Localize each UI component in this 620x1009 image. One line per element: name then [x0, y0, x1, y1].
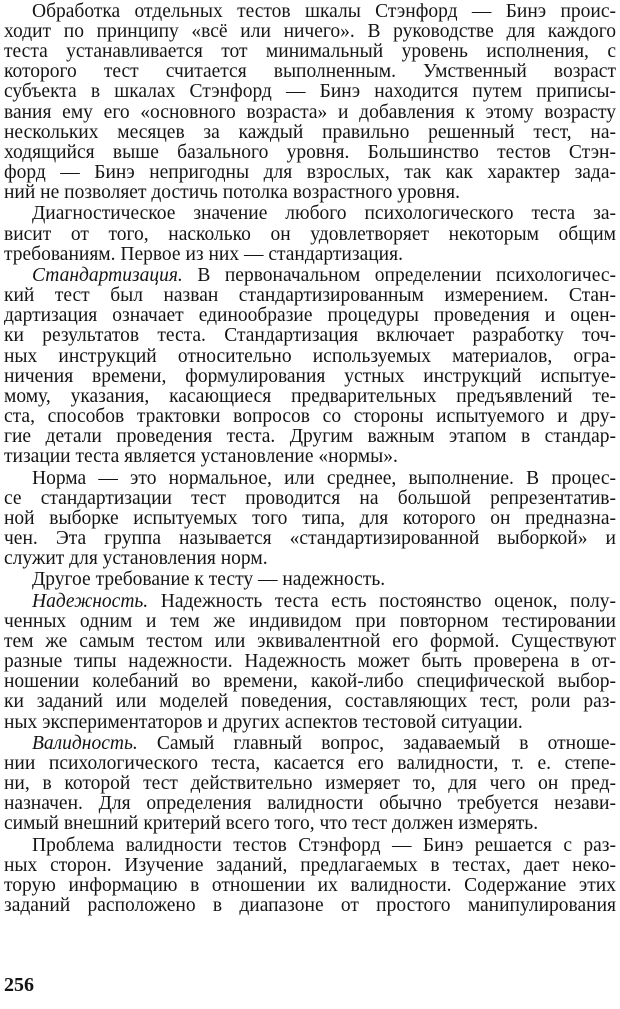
text-line: ных экспериментаторов и других аспектов тестовой ситуации.	[4, 711, 523, 733]
text-line: теста устанавливается тот минимальный уровень исполнения, с	[4, 41, 616, 63]
text-line: разные типы надежности. Надежность может быть проверена в от-	[4, 651, 616, 673]
text-line: ничения времени, формулирования устных инструкций испытуе-	[4, 365, 616, 387]
text-line: Другое требование к тесту — надежность.	[32, 569, 386, 591]
text-line: дартизация означает единообразие процедуры проведения и оцен-	[4, 305, 616, 327]
text-line: ни, в которой тест действительно измеряет то, для чего он пред-	[4, 773, 616, 795]
text-line: ной выборке испытуемых того типа, для которого он предназна-	[4, 507, 616, 529]
text-line: которого тест считается выполненным. Умственный возраст	[4, 61, 616, 83]
section-term: Надежность.	[32, 590, 149, 612]
text-line: кий тест был назван стандартизированным измерением. Стан-	[4, 285, 616, 307]
text-line: ченных одним и тем же индивидом при повторном тестировании	[4, 611, 616, 632]
page-number: 256	[4, 974, 34, 996]
text-line: Проблема валидности тестов Стэнфорд — Бинэ решается с раз-	[32, 834, 616, 856]
text-line: тем же самым тестом или эквивалентной его формой. Существуют	[4, 631, 616, 653]
text-line: ходит по принципу «всё или ничего». В руководстве для каждого	[4, 21, 616, 43]
text-line: ста, способов трактовки вопросов со стороны испытуемого и дру-	[4, 405, 616, 427]
text-line: тизации теста является установление «нормы».	[4, 446, 398, 467]
book-page	[4, 0, 616, 1009]
text-line: заданий расположено в диапазоне от простого манипулирования	[4, 895, 616, 917]
text-line: висит от того, насколько он удовлетворяет некоторым общим	[4, 223, 616, 245]
text-line: Обработка отдельных тестов шкалы Стэнфорд — Бинэ проис-	[32, 1, 616, 22]
text-line: требованиям. Первое из них — стандартизация.	[4, 243, 403, 265]
text-line	[4, 592, 616, 612]
text-line: ний не позволяет достичь потолка возрастного уровня.	[4, 181, 460, 203]
text-line: Диагностическое значение любого психологического теста за-	[32, 203, 616, 225]
text-line: ных сторон. Изучение заданий, предлагаемых в тестах, дает неко-	[4, 855, 616, 876]
text-line: форд — Бинэ непригодны для взрослых, так как характер зада-	[4, 161, 616, 183]
text-span: Самый главный вопрос, задаваемый в отноше-	[137, 733, 616, 754]
text-line: ношении колебаний во времени, какой-либо специфической выбор-	[4, 671, 616, 693]
text-line: се стандартизации тест проводится на большой репрезентатив-	[4, 487, 616, 509]
text-line	[4, 266, 616, 286]
text-span: Надежность теста есть постоянство оценок, полу-	[148, 590, 616, 612]
text-line: вания ему его «основного возраста» и добавления к этому возрасту	[4, 101, 616, 123]
section-term: Стандартизация.	[32, 265, 183, 287]
text-line: гие детали проведения теста. Другим важным этапом в стандар-	[4, 425, 616, 447]
text-line: мому, указания, касающиеся предварительных предъявлений те-	[4, 385, 616, 407]
text-line: Норма — это нормальное, или среднее, выполнение. В процес-	[32, 467, 616, 489]
text-line: ки заданий или моделей поведения, составляющих тест, роли раз-	[4, 691, 616, 713]
text-line: нескольких месяцев за каждый правильно решенный тест, на-	[4, 121, 616, 143]
text-line: симый внешний критерий всего того, что тест должен измерять.	[4, 813, 539, 835]
text-line: назначен. Для определения валидности обычно требуется незави-	[4, 793, 616, 815]
text-line: ходящийся выше базального уровня. Большинство тестов Стэн-	[4, 141, 616, 163]
text-line: нии психологического теста, касается его валидности, т. е. степе-	[4, 753, 616, 775]
text-line: торую информацию в отношении их валидности. Содержание этих	[4, 875, 616, 897]
section-term: Валидность.	[32, 733, 138, 754]
text-line: служит для установления норм.	[4, 547, 268, 569]
text-line: чен. Эта группа называется «стандартизированной выборкой» и	[4, 527, 616, 549]
text-line	[4, 734, 616, 754]
text-line: ки результатов теста. Стандартизация включает разработку точ-	[4, 325, 616, 347]
text-line: субъекта в шкалах Стэнфорд — Бинэ находится путем приписы-	[4, 81, 616, 103]
text-span: В первоначальном определении психологичес-	[182, 265, 616, 287]
text-line: ных инструкций относительно используемых материалов, огра-	[4, 345, 616, 367]
